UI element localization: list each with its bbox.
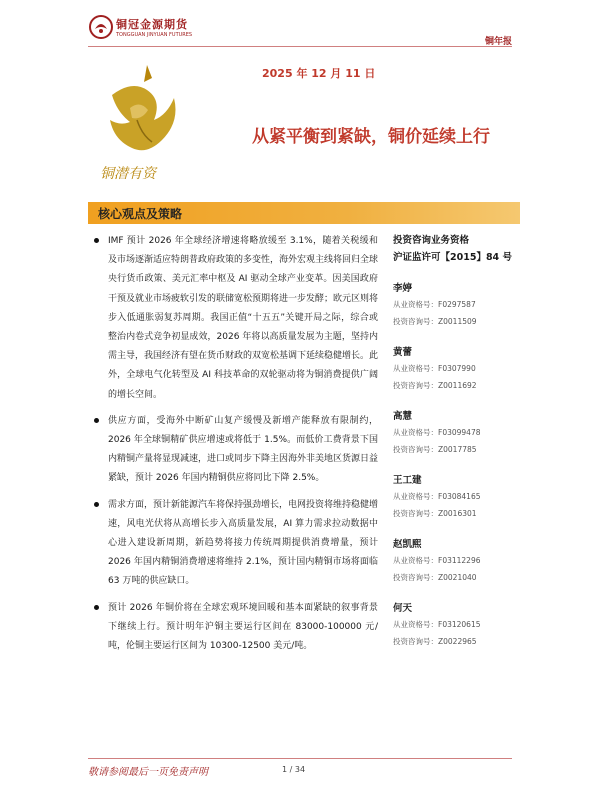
license-number: 沪证监许可【2015】84 号 — [393, 252, 512, 263]
key-point-text: 需求方面，预计新能源汽车将保持强劲增长，电网投资将维持稳健增速，风电光伏将从高增长步入高质量发展，AI 算力需求拉动数据中心进入建设新周期，新趋势将接力传统周期提供消费增量，预计 2026 年国内精铜消费增速将维持 2.1%，预计国内精铜市场将面临 63 万吨的供应缺口。 — [108, 499, 379, 587]
report-date: 2025 年 12 月 11 日 — [262, 67, 376, 80]
analyst-name: 黄蕾 — [393, 347, 413, 358]
footer-divider — [88, 758, 512, 759]
analyst-name: 何天 — [393, 603, 413, 614]
consulting-number: 投资咨询号：Z0011509 — [393, 317, 477, 326]
qualification-number: 从业资格号：F03120615 — [393, 620, 481, 629]
consulting-number: 投资咨询号：Z0021040 — [393, 573, 477, 582]
consulting-number: 投资咨询号：Z0016301 — [393, 509, 477, 518]
company-logo — [88, 14, 218, 44]
analyst-card — [393, 602, 523, 650]
qualification-number: 从业资格号：F0297587 — [393, 300, 476, 309]
analyst-card — [393, 474, 523, 522]
analyst-sidebar — [393, 232, 523, 650]
analyst-card — [393, 410, 523, 458]
key-point-item — [108, 496, 378, 592]
key-point-text: 预计 2026 年铜价将在全球宏观环境回暖和基本面紧缺的叙事背景下继续上行。预计明年沪铜主要运行区间在 83000-100000 元/吨，伦铜主要运行区间为 10300-12500 美元/吨。 — [108, 602, 378, 652]
consulting-number: 投资咨询号：Z0022965 — [393, 637, 477, 646]
key-points-list — [108, 232, 378, 663]
key-point-item — [108, 599, 378, 657]
copper-emblem-illustration — [92, 60, 192, 190]
report-title: 从紧平衡到紧缺，铜价延续上行 — [252, 127, 490, 147]
analyst-card — [393, 282, 523, 330]
analyst-name: 王工建 — [393, 475, 422, 486]
consulting-number: 投资咨询号：Z0011692 — [393, 381, 477, 390]
document-type: 铜年报 — [484, 37, 512, 47]
bullet-dot-icon — [94, 238, 99, 243]
qualification-number: 从业资格号：F0307990 — [393, 364, 476, 373]
qualification-number: 从业资格号：F03099478 — [393, 428, 481, 437]
company-logo-icon — [88, 14, 114, 40]
company-name-en: TONGGUAN JINYUAN FUTURES — [116, 32, 193, 38]
qualification-number: 从业资格号：F03084165 — [393, 492, 481, 501]
key-point-text: 供应方面，受海外中断矿山复产缓慢及新增产能释放有限制约，2026 年全球铜精矿供应增速或将低于 1.5%。而低价工费背景下国内精铜产量将显现减速，进口或同步下降主因海外非美地区货源日益紧缺，预计 2026 年国内精铜供应将同比下降 2.5%。 — [108, 415, 379, 484]
bullet-dot-icon — [94, 502, 99, 507]
bullet-dot-icon — [94, 605, 99, 610]
key-point-item — [108, 412, 378, 489]
section-header-bar — [88, 202, 520, 224]
analyst-name: 高慧 — [393, 411, 413, 422]
key-point-item — [108, 232, 378, 405]
header-divider — [88, 46, 512, 47]
analyst-card — [393, 538, 523, 586]
page-number: 1 / 34 — [282, 765, 306, 774]
section-title: 核心观点及策略 — [98, 207, 183, 221]
analyst-card — [393, 346, 523, 394]
key-point-text: IMF 预计 2026 年全球经济增速将略放缓至 3.1%，随着关税缓和及市场逐渐适应特朗普政府政策的多变性，海外宏观主线将回归全球央行货币政策、美元汇率中枢及 AI 驱动全球产业变革。因美国政府干预及就业市场疲软引发的联储宽松预期将进一步发酵；欧元区则将步入低通胀弱复苏周期。我国正值“十五五”关键开局之际，综合或整治内卷式竞争初显成效，2026 年将以高质量发展为主题，坚持内需主导，我国经济有望在货币财政的双宽松基调下延续稳健增长。此外，全球电气化转型及 AI 科技革命的双轮驱动将为铜消费提供广阔的增长空间。 — [108, 236, 379, 400]
bullet-dot-icon — [94, 418, 99, 423]
svg-text:铜潜有资: 铜潜有资 — [100, 166, 156, 182]
disclaimer-note: 敬请参阅最后一页免责声明 — [88, 767, 208, 778]
consulting-number: 投资咨询号：Z0017785 — [393, 445, 477, 454]
license-line: 投资咨询业务资格 — [393, 235, 470, 246]
company-name-cn: 铜冠金源期货 — [116, 18, 188, 31]
analyst-name: 赵凯熙 — [393, 539, 422, 550]
qualification-number: 从业资格号：F03112296 — [393, 556, 481, 565]
analyst-name: 李婷 — [393, 283, 413, 294]
